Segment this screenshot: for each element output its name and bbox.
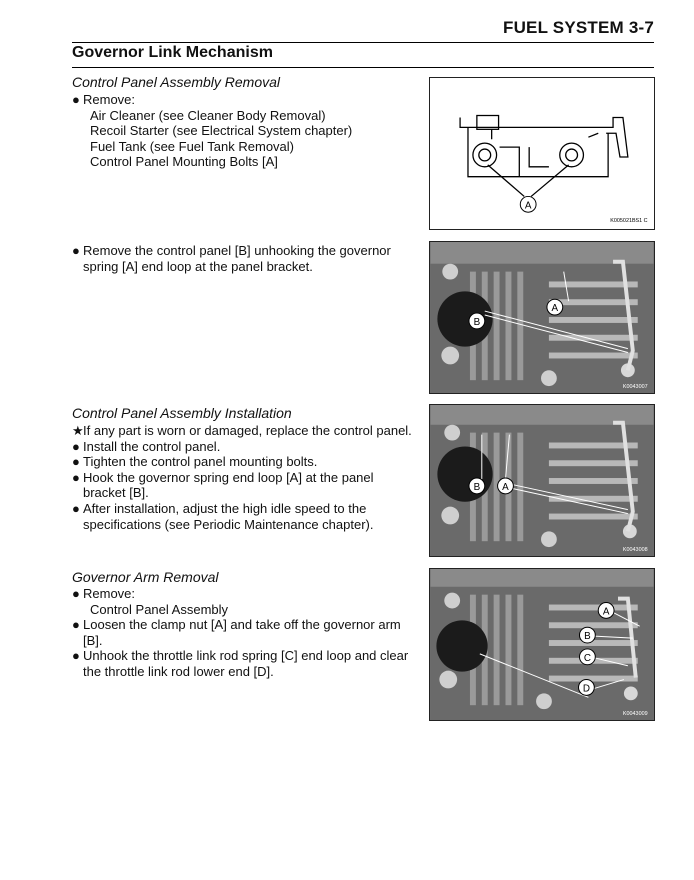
step-line: ● Remove the control panel [B] unhooking the governor spring [A] end loop at the panel bracket. [72, 243, 391, 274]
step-line: ● Remove: [72, 586, 136, 601]
step-line: Air Cleaner (see Cleaner Body Removal) [90, 107, 326, 123]
subsection-title-governor-arm: Governor Arm Removal [72, 569, 219, 585]
engine-photo [430, 405, 654, 556]
figure-code: K0043009 [622, 711, 648, 718]
callout-label: D [582, 683, 590, 695]
callout-label: B [584, 631, 591, 643]
star-icon: ★ [72, 423, 84, 438]
section-title: Governor Link Mechanism [72, 44, 273, 61]
figure-code: K0043008 [622, 547, 648, 554]
figure-code: K005021BS1 C [610, 218, 648, 225]
callout-label: A [551, 303, 559, 315]
photo-control-panel-spring [429, 241, 655, 394]
callout-label: B [473, 481, 481, 493]
step-line: ● Hook the governor spring end loop [A] at the panel bracket [B]. [72, 469, 374, 501]
bullet-icon: ● [72, 243, 80, 258]
callout-label: C [583, 652, 591, 664]
engine-photo [430, 569, 654, 720]
step-line: Control Panel Assembly [90, 601, 229, 617]
page-header: FUEL SYSTEM 3-7 [503, 18, 654, 37]
figure-control-panel-bolts [429, 77, 655, 230]
panel-removal-steps [72, 92, 414, 170]
step-line: ● After installation, adjust the high idle speed to the specifications (see Periodic Maintenance chapter). [72, 500, 374, 532]
bullet-icon: ● [72, 617, 80, 633]
bullet-icon: ● [72, 648, 80, 664]
step-line: ● Install the control panel. [72, 438, 221, 454]
step-line: ● Remove: [72, 92, 136, 107]
section-rule [72, 67, 654, 68]
step-line: Recoil Starter (see Electrical System chapter) [90, 123, 353, 139]
bullet-icon: ● [72, 438, 80, 454]
step-line: ● Tighten the control panel mounting bolts. [72, 454, 318, 470]
callout-label: B [473, 316, 481, 328]
engine-photo [430, 242, 654, 393]
bullet-icon: ● [72, 92, 80, 107]
header-rule [72, 42, 654, 43]
callout-label: A [602, 606, 610, 618]
figure-code: K0043007 [622, 384, 648, 391]
panel-installation-steps [72, 423, 414, 532]
step-line: ● Loosen the clamp nut [A] and take off the governor arm [B]. [72, 617, 401, 648]
callout-label: A [502, 481, 509, 493]
step-line: ★ If any part is worn or damaged, replace the control panel. [72, 423, 412, 438]
subsection-title-panel-installation: Control Panel Assembly Installation [72, 405, 292, 421]
step-line: Control Panel Mounting Bolts [A] [90, 154, 278, 170]
photo-governor-arm [429, 568, 655, 721]
subsection-title-panel-removal: Control Panel Assembly Removal [72, 74, 281, 90]
bullet-icon: ● [72, 469, 80, 485]
callout-label: A [524, 200, 532, 212]
governor-arm-steps [72, 586, 414, 680]
step-line: ● Unhook the throttle link rod spring [C] end loop and clear the throttle link rod lower end [D]. [72, 648, 409, 679]
line-drawing [430, 78, 654, 229]
panel-remove-step [72, 243, 414, 274]
bullet-icon: ● [72, 454, 80, 470]
bullet-icon: ● [72, 500, 80, 516]
bullet-icon: ● [72, 586, 80, 601]
step-line: Fuel Tank (see Fuel Tank Removal) [90, 138, 295, 154]
photo-spring-hook [429, 404, 655, 557]
